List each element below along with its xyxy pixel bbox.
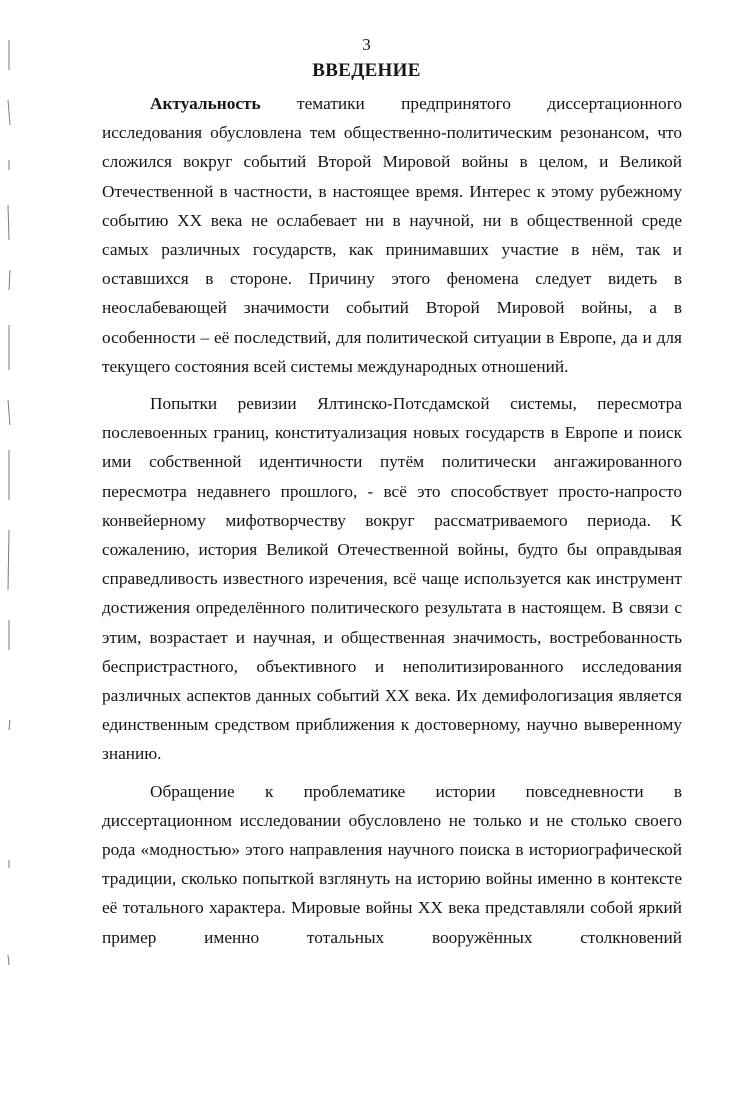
paragraph-everyday-history — [102, 777, 682, 952]
paragraph-text: Обращение к проблематике истории повседневности в диссертационном исследовании обусловлено не только и не столько своего рода «модностью» этого направления научного поиска в историографической традиции, сколько попыткой взглянуть на историю войны именно в контексте её тотального характера. Мировые войны XX века представляли собой яркий пример именно тотальных вооружённых столкновений — [102, 781, 682, 947]
paragraph-text: тематики предпринятого диссертационного исследования обусловлена тем общественно-политическим резонансом, что сложился вокруг событий Второй Мировой войны в целом, и Великой Отечественной в частности, в настоящее время. Интерес к этому рубежному событию XX века не ослабевает ни в научной, ни в общественной среде самых различных государств, как принимавших участие в нём, так и оставшихся в стороне. Причину этого феномена следует видеть в неослабевающей значимости событий Второй Мировой войны, а в особенности – её последствий, для политической ситуации в Европе, да и для текущего состояния всей системы международных отношений. — [102, 94, 682, 376]
paragraph-lead-term: Актуальность — [150, 94, 261, 113]
paragraph-relevance — [102, 89, 682, 381]
binding-edge-marks — [4, 30, 14, 980]
paragraph-text: Попытки ревизии Ялтинско-Потсдамской системы, пересмотра послевоенных границ, конституализация новых государств в Европе и поиск ими собственной идентичности путём политически ангажированного пересмотра недавнего прошлого, - всё это способствует просто-напросто конвейерному мифотворчеству вокруг рассматриваемого периода. К сожалению, история Великой Отечественной войны, будто бы оправдывая справедливость известного изречения, всё чаще используется как инструмент достижения определённого политического результата в настоящем. В связи с этим, возрастает и научная, и общественная значимость, востребованность беспристрастного, объективного и неполитизированного исследования различных аспектов данных событий XX века. Их демифологизация является единственным средством приближения к достоверному, научно выверенному знанию. — [102, 394, 682, 764]
body-text — [102, 89, 682, 952]
page-number: 3 — [362, 35, 371, 54]
paragraph-revision — [102, 389, 682, 769]
section-heading: ВВЕДЕНИЕ — [312, 60, 421, 81]
